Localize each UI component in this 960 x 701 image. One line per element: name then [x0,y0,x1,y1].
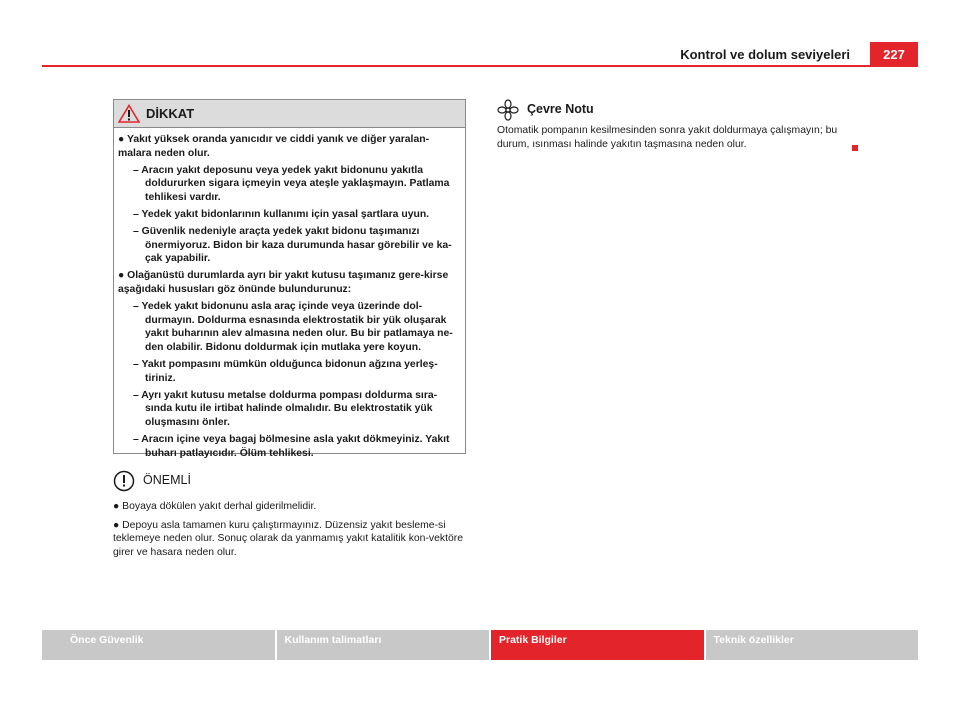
warning-item: – Yedek yakıt bidonunu asla araç içinde veya üzerinde dol-durmayın. Doldurma esnasında elektrostatik bir yük oluşarak yakıt buharının alev almasına neden olur. Bu bir patlamaya ne-den olabilir. Bidonu doldurmak için mutlaka yere koyun. [133,300,453,354]
warning-box [113,99,466,459]
warning-triangle-icon [118,104,140,123]
warning-header [114,100,465,128]
warning-item: – Aracın yakıt deposunu veya yedek yakıt bidonunu yakıtla doldururken sigara içmeyin veya ateşle yaklaşmayın. Patlama tehlikesi vardır. [133,164,450,204]
section-title: Kontrol ve dolum seviyeleri [680,47,850,62]
environment-note [497,98,847,151]
warning-item: ● Olağanüstü durumlarda ayrı bir yakıt kutusu taşımanız gere-kirse aşağıdaki hususları göz önünde bulundurunuz: [118,270,449,295]
warning-item: ● Yakıt yüksek oranda yanıcıdır ve ciddi yanık ve diğer yaralan-malara neden olur. [118,134,430,159]
header-rule [42,65,918,67]
notice-item: ● Boyaya dökülen yakıt derhal giderilmelidir. [113,501,317,512]
environment-header [497,98,847,122]
page-number: 227 [870,42,918,66]
warning-item: – Aracın içine veya bagaj bölmesine asla yakıt dökmeyiniz. Yakıt buharı patlayıcıdır. Ölüm tehlikesi. [133,433,450,459]
warning-title: DİKKAT [146,106,195,121]
flower-icon [497,99,519,121]
notice-block [113,468,468,564]
end-of-section-marker [852,145,858,151]
footer-nav [42,630,918,660]
environment-title: Çevre Notu [527,102,594,117]
warning-item: – Güvenlik nedeniyle araçta yedek yakıt bidonu taşımanızı önermiyoruz. Bidon bir kaza durumunda hasar görebilir ve ka-çak yapabilir. [133,225,452,265]
exclamation-circle-icon [113,470,135,492]
footer-tab-practical[interactable]: Pratik Bilgiler [491,630,706,660]
notice-header [113,468,468,494]
footer-tab-safety[interactable]: Önce Güvenlik [42,630,277,660]
warning-item: – Yakıt pompasını mümkün olduğunca bidonun ağzına yerleş-tiriniz. [133,358,438,384]
warning-body [114,128,465,461]
environment-text: Otomatik pompanın kesilmesinden sonra yakıt doldurmaya çalışmayın; bu durum, ısınması halinde yakıtın taşmasına neden olur. [497,125,838,150]
warning-item: – Ayrı yakıt kutusu metalse doldurma pompası doldurma sıra-sında kutu ile irtibat halinde olmalıdır. Bu elektrostatik yük oluşmasını önler. [133,389,438,429]
notice-item: ● Depoyu asla tamamen kuru çalıştırmayınız. Düzensiz yakıt besleme-si teklemeye neden olur. Sonuç olarak da yanmamış yakıt katalitik kon-vektöre girer ve hasara neden olur. [113,519,463,558]
footer-tab-operation[interactable]: Kullanım talimatları [277,630,492,660]
notice-title: ÖNEMLİ [143,473,191,488]
footer-tab-technical[interactable]: Teknik özellikler [706,630,919,660]
warning-item: – Yedek yakıt bidonlarının kullanımı için yasal şartlara uyun. [133,208,430,220]
